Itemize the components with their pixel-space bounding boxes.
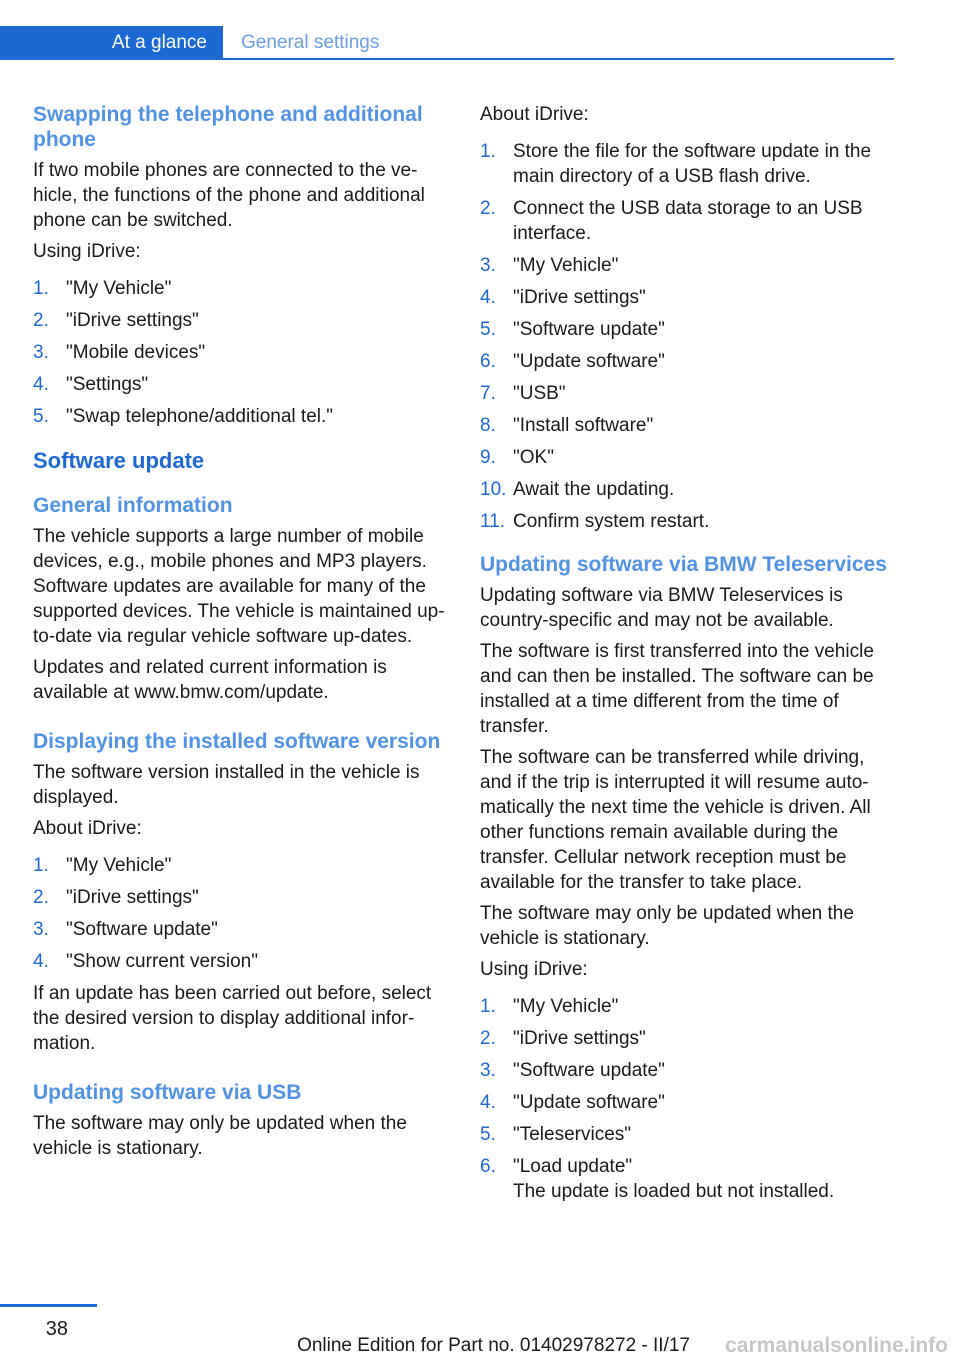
step-text: "Load update" bbox=[513, 1156, 633, 1177]
list-item bbox=[480, 381, 898, 406]
software-update-heading: Software update bbox=[33, 448, 205, 473]
step-text: "USB" bbox=[513, 383, 566, 404]
list-item bbox=[33, 917, 447, 942]
step-number: 3. bbox=[480, 255, 496, 276]
teleservices-text-3: The software can be transferred while driving, and if the trip is interrupted it will resume auto‐matically the next time the vehicle is driven. All other functions remain available during the transfer. Cellular network reception must be available for the transfer to take place. bbox=[480, 747, 871, 893]
step-number: 2. bbox=[33, 310, 49, 331]
step-number: 2. bbox=[480, 198, 496, 219]
teleservices-text-2: The software is first transferred into the vehicle and can then be installed. The software can be installed at a time different from the time of transfer. bbox=[480, 641, 874, 737]
step-text: "My Vehicle" bbox=[66, 855, 172, 876]
step-text: "Software update" bbox=[513, 1060, 665, 1081]
step-number: 1. bbox=[480, 996, 496, 1017]
step-number: 11. bbox=[480, 511, 506, 532]
step-number: 6. bbox=[480, 351, 496, 372]
page-number: 38 bbox=[45, 1318, 68, 1340]
display-steps bbox=[33, 853, 447, 974]
list-item bbox=[480, 139, 898, 189]
list-item bbox=[33, 404, 447, 429]
footer-rule bbox=[0, 1304, 97, 1307]
general-info-heading: General information bbox=[33, 494, 233, 517]
step-text: "Update software" bbox=[513, 1092, 665, 1113]
list-item bbox=[480, 1026, 898, 1051]
usb-about: About iDrive: bbox=[480, 104, 589, 125]
list-item bbox=[33, 949, 447, 974]
step-text: "OK" bbox=[513, 447, 554, 468]
edition-text: Online Edition for Part no. 01402978272 - II/17 bbox=[297, 1335, 690, 1356]
display-version-heading: Displaying the installed software version bbox=[33, 730, 441, 753]
step-number: 10. bbox=[480, 479, 507, 500]
step-number: 5. bbox=[480, 1124, 496, 1145]
step-text: "Swap telephone/additional tel." bbox=[66, 406, 334, 427]
step-text: "iDrive settings" bbox=[513, 1028, 646, 1049]
usb-text: The software may only be updated when the vehicle is stationary. bbox=[33, 1113, 407, 1159]
list-item bbox=[480, 994, 898, 1019]
swap-heading: Swapping the telephone and additional phone bbox=[33, 103, 423, 151]
left-column bbox=[33, 102, 447, 1161]
step-number: 2. bbox=[480, 1028, 496, 1049]
list-item bbox=[480, 317, 898, 342]
list-item bbox=[480, 196, 898, 246]
right-column bbox=[480, 102, 898, 1211]
list-item bbox=[33, 340, 447, 365]
step-number: 1. bbox=[33, 278, 49, 299]
step-number: 3. bbox=[33, 919, 49, 940]
step-text: "Software update" bbox=[66, 919, 218, 940]
list-item bbox=[480, 509, 898, 534]
step-text: Store the file for the software update in the main directory of a USB flash drive. bbox=[513, 141, 872, 187]
step-number: 4. bbox=[33, 374, 49, 395]
list-item bbox=[480, 1122, 898, 1147]
step-text: "Software update" bbox=[513, 319, 665, 340]
step-text: "Update software" bbox=[513, 351, 665, 372]
step-text: Connect the USB data storage to an USB interface. bbox=[513, 198, 863, 244]
step-number: 8. bbox=[480, 415, 496, 436]
general-info-link-text: Updates and related current information is available at www.bmw.com/update. bbox=[33, 657, 387, 703]
step-number: 9. bbox=[480, 447, 496, 468]
usb-steps bbox=[480, 139, 898, 534]
step-text: "Teleservices" bbox=[513, 1124, 632, 1145]
step-number: 2. bbox=[33, 887, 49, 908]
list-item bbox=[480, 285, 898, 310]
step-sub-text: The update is loaded but not installed. bbox=[513, 1181, 835, 1202]
header-bar bbox=[0, 26, 894, 62]
step-number: 1. bbox=[33, 855, 49, 876]
list-item bbox=[480, 349, 898, 374]
step-text: Confirm system restart. bbox=[513, 511, 710, 532]
step-number: 3. bbox=[33, 342, 49, 363]
step-number: 4. bbox=[33, 951, 49, 972]
teleservices-heading: Updating software via BMW Teleservices bbox=[480, 553, 887, 576]
step-number: 5. bbox=[480, 319, 496, 340]
step-text: "My Vehicle" bbox=[66, 278, 172, 299]
swap-text: If two mobile phones are connected to the ve‐hicle, the functions of the phone and additional phone can be switched. bbox=[33, 160, 425, 231]
display-about: About iDrive: bbox=[33, 818, 142, 839]
teleservices-steps bbox=[480, 994, 898, 1204]
step-number: 4. bbox=[480, 287, 496, 308]
step-number: 5. bbox=[33, 406, 49, 427]
step-text: "Settings" bbox=[66, 374, 149, 395]
usb-heading: Updating software via USB bbox=[33, 1081, 302, 1104]
list-item bbox=[33, 372, 447, 397]
teleservices-text-4: The software may only be updated when the vehicle is stationary. bbox=[480, 903, 854, 949]
list-item bbox=[33, 276, 447, 301]
list-item bbox=[480, 445, 898, 470]
tab-at-a-glance[interactable]: At a glance bbox=[0, 26, 223, 60]
step-number: 7. bbox=[480, 383, 496, 404]
step-text: "iDrive settings" bbox=[513, 287, 646, 308]
teleservices-text-1: Updating software via BMW Teleservices is country-specific and may not be available. bbox=[480, 585, 843, 631]
general-info-text: The vehicle supports a large number of mobile devices, e.g., mobile phones and MP3 players. Software updates are available for many of the supported devices. The vehicle is maintained up-to-date via regular vehicle software up‐dates. bbox=[33, 526, 445, 647]
list-item bbox=[480, 1058, 898, 1083]
step-text: "Mobile devices" bbox=[66, 342, 206, 363]
header-rule bbox=[223, 58, 894, 60]
step-text: Await the updating. bbox=[513, 479, 675, 500]
teleservices-using: Using iDrive: bbox=[480, 959, 588, 980]
list-item bbox=[480, 477, 898, 502]
step-text: "My Vehicle" bbox=[513, 255, 619, 276]
swap-steps bbox=[33, 276, 447, 429]
list-item bbox=[480, 253, 898, 278]
step-number: 6. bbox=[480, 1156, 496, 1177]
list-item bbox=[33, 885, 447, 910]
watermark: carmanualsonline.info bbox=[725, 1334, 948, 1357]
step-text: "iDrive settings" bbox=[66, 887, 199, 908]
step-number: 3. bbox=[480, 1060, 496, 1081]
step-text: "Install software" bbox=[513, 415, 654, 436]
display-after-text: If an update has been carried out before, select the desired version to display additional infor‐mation. bbox=[33, 983, 432, 1054]
tab-general-settings[interactable]: General settings bbox=[241, 32, 380, 53]
step-text: "iDrive settings" bbox=[66, 310, 199, 331]
list-item bbox=[33, 308, 447, 333]
step-text: "Show current version" bbox=[66, 951, 258, 972]
step-number: 4. bbox=[480, 1092, 496, 1113]
list-item bbox=[480, 1090, 898, 1115]
list-item bbox=[480, 1154, 898, 1204]
swap-using: Using iDrive: bbox=[33, 241, 141, 262]
list-item bbox=[33, 853, 447, 878]
display-version-text: The software version installed in the vehicle is displayed. bbox=[33, 762, 420, 808]
step-text: "My Vehicle" bbox=[513, 996, 619, 1017]
step-number: 1. bbox=[480, 141, 496, 162]
list-item bbox=[480, 413, 898, 438]
